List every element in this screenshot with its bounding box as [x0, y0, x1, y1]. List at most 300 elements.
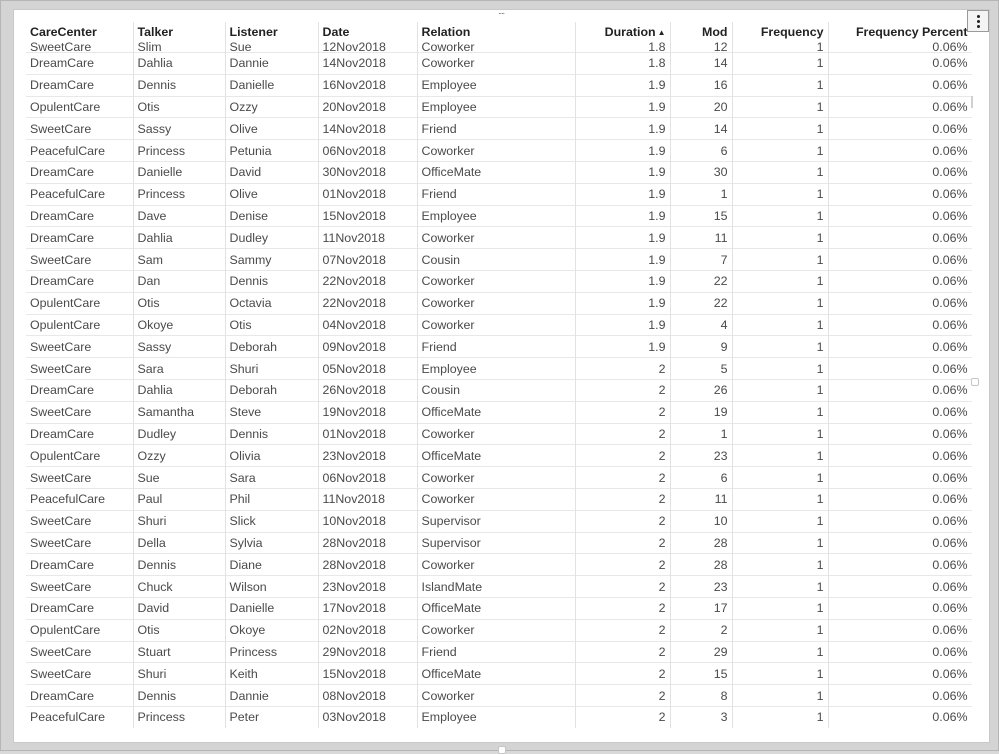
cell-mod: 2: [670, 619, 732, 641]
cell-frequency: 1: [732, 249, 828, 271]
table-row[interactable]: [26, 314, 972, 336]
cell-mod: 22: [670, 292, 732, 314]
cell-frequency-percent: 0.06%: [828, 205, 972, 227]
column-header-relation[interactable]: [417, 22, 575, 42]
cell-duration: 1.9: [575, 183, 670, 205]
cell-frequency-percent: 0.06%: [828, 510, 972, 532]
table-row[interactable]: [26, 685, 972, 707]
cell-relation: Coworker: [417, 140, 575, 162]
cell-frequency-percent: 0.06%: [828, 401, 972, 423]
table-row[interactable]: [26, 118, 972, 140]
cell-carecenter: SweetCare: [26, 641, 133, 663]
cell-listener: Sylvia: [225, 532, 318, 554]
cell-mod: 26: [670, 379, 732, 401]
cell-date: 30Nov2018: [318, 161, 417, 183]
column-header-frequency-percent[interactable]: [828, 22, 972, 42]
table-row[interactable]: [26, 358, 972, 380]
cell-frequency: 1: [732, 445, 828, 467]
cell-relation: Coworker: [417, 554, 575, 576]
column-header-label: CareCenter: [30, 25, 97, 39]
cell-talker: Dennis: [133, 74, 225, 96]
table-row[interactable]: [26, 445, 972, 467]
cell-talker: Shuri: [133, 510, 225, 532]
cell-talker: Otis: [133, 292, 225, 314]
cell-frequency-percent: 0.06%: [828, 53, 972, 75]
cell-duration: 1.9: [575, 96, 670, 118]
cell-listener: Danielle: [225, 597, 318, 619]
cell-talker: Okoye: [133, 314, 225, 336]
cell-date: 20Nov2018: [318, 96, 417, 118]
cell-duration: 1.9: [575, 249, 670, 271]
cell-date: 22Nov2018: [318, 270, 417, 292]
cell-duration: 1.9: [575, 140, 670, 162]
cell-frequency-percent: 0.06%: [828, 336, 972, 358]
cell-frequency-percent: 0.06%: [828, 270, 972, 292]
cell-duration: 1.9: [575, 314, 670, 336]
cell-frequency-percent: 0.06%: [828, 292, 972, 314]
cell-relation: Coworker: [417, 685, 575, 707]
cell-frequency: 1: [732, 706, 828, 727]
cell-duration: 1.9: [575, 161, 670, 183]
table-row[interactable]: [26, 270, 972, 292]
column-header-mod[interactable]: [670, 22, 732, 42]
cell-frequency-percent: 0.06%: [828, 685, 972, 707]
cell-listener: Steve: [225, 401, 318, 423]
data-table-container: [26, 22, 972, 742]
cell-listener: Otis: [225, 314, 318, 336]
table-row[interactable]: [26, 510, 972, 532]
cell-listener: Olive: [225, 183, 318, 205]
column-header-frequency[interactable]: [732, 22, 828, 42]
cell-mod: 1: [670, 423, 732, 445]
cell-carecenter: DreamCare: [26, 379, 133, 401]
cell-frequency-percent: 0.06%: [828, 641, 972, 663]
cell-mod: 7: [670, 249, 732, 271]
table-row[interactable]: [26, 488, 972, 510]
sort-ascending-icon: ▲: [657, 28, 666, 37]
cell-duration: 2: [575, 423, 670, 445]
cell-relation: Friend: [417, 336, 575, 358]
more-options-button[interactable]: [967, 10, 989, 32]
cell-frequency-percent: 0.06%: [828, 140, 972, 162]
cell-talker: Otis: [133, 619, 225, 641]
cell-mod: 3: [670, 706, 732, 727]
cell-duration: 2: [575, 706, 670, 727]
cell-frequency: 1: [732, 183, 828, 205]
cell-relation: Coworker: [417, 227, 575, 249]
cell-listener: Petunia: [225, 140, 318, 162]
cell-carecenter: OpulentCare: [26, 96, 133, 118]
table-row[interactable]: [26, 467, 972, 489]
cell-date: 23Nov2018: [318, 445, 417, 467]
cell-relation: Friend: [417, 183, 575, 205]
cell-carecenter: DreamCare: [26, 554, 133, 576]
cell-date: 05Nov2018: [318, 358, 417, 380]
cell-frequency: 1: [732, 554, 828, 576]
cell-relation: OfficeMate: [417, 161, 575, 183]
cell-frequency-percent: 0.06%: [828, 314, 972, 336]
cell-mod: 17: [670, 597, 732, 619]
cell-frequency-percent: 0.06%: [828, 423, 972, 445]
cell-duration: 1.8: [575, 42, 670, 53]
cell-frequency: 1: [732, 685, 828, 707]
cell-relation: Friend: [417, 641, 575, 663]
cell-listener: Dennis: [225, 423, 318, 445]
table-row[interactable]: [26, 706, 972, 727]
cell-carecenter: DreamCare: [26, 227, 133, 249]
cell-date: 06Nov2018: [318, 140, 417, 162]
cell-mod: 11: [670, 488, 732, 510]
cell-talker: Dudley: [133, 423, 225, 445]
column-header-label: Duration: [604, 25, 656, 39]
table-row[interactable]: [26, 401, 972, 423]
cell-relation: Coworker: [417, 467, 575, 489]
data-table: [26, 22, 972, 728]
cell-frequency-percent: 0.06%: [828, 42, 972, 53]
table-row[interactable]: [26, 74, 972, 96]
table-row[interactable]: [26, 249, 972, 271]
cell-date: 04Nov2018: [318, 314, 417, 336]
cell-frequency-percent: 0.06%: [828, 467, 972, 489]
cell-mod: 10: [670, 510, 732, 532]
cell-frequency-percent: 0.06%: [828, 358, 972, 380]
cell-carecenter: DreamCare: [26, 270, 133, 292]
cell-carecenter: SweetCare: [26, 576, 133, 598]
cell-talker: David: [133, 597, 225, 619]
cell-frequency: 1: [732, 663, 828, 685]
cell-relation: Coworker: [417, 619, 575, 641]
cell-duration: 2: [575, 663, 670, 685]
cell-relation: Coworker: [417, 53, 575, 75]
drag-handle-icon[interactable]: ∙∙∙∙: [497, 9, 504, 18]
cell-listener: Denise: [225, 205, 318, 227]
column-header-label: Mod: [702, 25, 728, 39]
cell-mod: 23: [670, 576, 732, 598]
cell-frequency-percent: 0.06%: [828, 706, 972, 727]
cell-date: 12Nov2018: [318, 42, 417, 53]
cell-frequency: 1: [732, 532, 828, 554]
cell-listener: Keith: [225, 663, 318, 685]
column-header-date[interactable]: [318, 22, 417, 42]
cell-relation: Cousin: [417, 249, 575, 271]
cell-mod: 9: [670, 336, 732, 358]
cell-talker: Ozzy: [133, 445, 225, 467]
cell-duration: 2: [575, 510, 670, 532]
cell-listener: Wilson: [225, 576, 318, 598]
cell-talker: Dahlia: [133, 227, 225, 249]
resize-handle-right[interactable]: [971, 378, 979, 386]
cell-duration: 2: [575, 619, 670, 641]
table-row[interactable]: [26, 663, 972, 685]
cell-mod: 11: [670, 227, 732, 249]
cell-date: 03Nov2018: [318, 706, 417, 727]
cell-talker: Dennis: [133, 685, 225, 707]
table-row[interactable]: [26, 205, 972, 227]
cell-frequency: 1: [732, 423, 828, 445]
cell-talker: Samantha: [133, 401, 225, 423]
column-header-duration[interactable]: [575, 22, 670, 42]
cell-relation: Employee: [417, 358, 575, 380]
cell-date: 16Nov2018: [318, 74, 417, 96]
cell-frequency: 1: [732, 619, 828, 641]
cell-listener: Olivia: [225, 445, 318, 467]
cell-frequency-percent: 0.06%: [828, 379, 972, 401]
cell-listener: Dudley: [225, 227, 318, 249]
cell-relation: Employee: [417, 205, 575, 227]
table-row[interactable]: [26, 379, 972, 401]
cell-carecenter: PeacefulCare: [26, 706, 133, 727]
cell-relation: Supervisor: [417, 510, 575, 532]
cell-date: 07Nov2018: [318, 249, 417, 271]
cell-relation: IslandMate: [417, 576, 575, 598]
cell-date: 28Nov2018: [318, 532, 417, 554]
cell-mod: 14: [670, 118, 732, 140]
cell-carecenter: DreamCare: [26, 423, 133, 445]
cell-talker: Princess: [133, 140, 225, 162]
cell-frequency: 1: [732, 467, 828, 489]
cell-carecenter: DreamCare: [26, 597, 133, 619]
vertical-scrollbar[interactable]: [971, 96, 973, 108]
cell-frequency-percent: 0.06%: [828, 576, 972, 598]
cell-frequency: 1: [732, 641, 828, 663]
cell-listener: Olive: [225, 118, 318, 140]
cell-mod: 22: [670, 270, 732, 292]
cell-frequency: 1: [732, 161, 828, 183]
column-header-label: Listener: [229, 25, 278, 39]
cell-mod: 29: [670, 641, 732, 663]
cell-frequency: 1: [732, 597, 828, 619]
cell-frequency-percent: 0.06%: [828, 74, 972, 96]
cell-carecenter: DreamCare: [26, 53, 133, 75]
cell-duration: 2: [575, 641, 670, 663]
cell-talker: Dahlia: [133, 379, 225, 401]
cell-talker: Dennis: [133, 554, 225, 576]
cell-talker: Princess: [133, 706, 225, 727]
cell-mod: 14: [670, 53, 732, 75]
cell-frequency: 1: [732, 140, 828, 162]
cell-date: 11Nov2018: [318, 488, 417, 510]
cell-relation: OfficeMate: [417, 401, 575, 423]
cell-duration: 2: [575, 379, 670, 401]
cell-relation: Coworker: [417, 270, 575, 292]
cell-listener: Deborah: [225, 379, 318, 401]
column-header-label: Frequency: [760, 25, 824, 39]
table-row[interactable]: [26, 619, 972, 641]
cell-mod: 16: [670, 74, 732, 96]
cell-listener: Shuri: [225, 358, 318, 380]
column-header-label: Relation: [421, 25, 471, 39]
cell-listener: Peter: [225, 706, 318, 727]
cell-date: 08Nov2018: [318, 685, 417, 707]
cell-carecenter: SweetCare: [26, 249, 133, 271]
cell-listener: Ozzy: [225, 96, 318, 118]
cell-relation: Coworker: [417, 314, 575, 336]
cell-frequency: 1: [732, 227, 828, 249]
table-row[interactable]: [26, 532, 972, 554]
cell-carecenter: PeacefulCare: [26, 183, 133, 205]
cell-frequency: 1: [732, 510, 828, 532]
resize-handle-bottom[interactable]: [498, 746, 506, 754]
cell-talker: Princess: [133, 183, 225, 205]
cell-duration: 1.9: [575, 270, 670, 292]
cell-talker: Dan: [133, 270, 225, 292]
table-row[interactable]: [26, 597, 972, 619]
cell-mod: 19: [670, 401, 732, 423]
cell-frequency-percent: 0.06%: [828, 488, 972, 510]
cell-duration: 1.9: [575, 118, 670, 140]
cell-mod: 30: [670, 161, 732, 183]
cell-talker: Stuart: [133, 641, 225, 663]
cell-listener: Sammy: [225, 249, 318, 271]
cell-frequency: 1: [732, 118, 828, 140]
cell-date: 22Nov2018: [318, 292, 417, 314]
cell-frequency-percent: 0.06%: [828, 619, 972, 641]
cell-talker: Shuri: [133, 663, 225, 685]
cell-talker: Sue: [133, 467, 225, 489]
cell-carecenter: DreamCare: [26, 205, 133, 227]
cell-relation: OfficeMate: [417, 597, 575, 619]
table-header-row: [26, 22, 972, 42]
cell-talker: Danielle: [133, 161, 225, 183]
cell-date: 15Nov2018: [318, 663, 417, 685]
table-row[interactable]: [26, 140, 972, 162]
cell-carecenter: SweetCare: [26, 118, 133, 140]
cell-talker: Dave: [133, 205, 225, 227]
cell-relation: Coworker: [417, 292, 575, 314]
cell-duration: 2: [575, 532, 670, 554]
cell-frequency-percent: 0.06%: [828, 445, 972, 467]
cell-frequency: 1: [732, 205, 828, 227]
cell-duration: 2: [575, 401, 670, 423]
cell-duration: 2: [575, 445, 670, 467]
column-header-carecenter[interactable]: [26, 22, 133, 42]
cell-duration: 1.9: [575, 336, 670, 358]
cell-carecenter: OpulentCare: [26, 292, 133, 314]
cell-listener: Deborah: [225, 336, 318, 358]
table-panel: [13, 9, 990, 743]
cell-talker: Otis: [133, 96, 225, 118]
cell-frequency: 1: [732, 292, 828, 314]
cell-talker: Slim: [133, 42, 225, 53]
cell-mod: 6: [670, 140, 732, 162]
table-body: [26, 42, 972, 728]
cell-relation: Supervisor: [417, 532, 575, 554]
table-row[interactable]: [26, 161, 972, 183]
cell-talker: Dahlia: [133, 53, 225, 75]
table-row[interactable]: [26, 42, 972, 53]
cell-duration: 2: [575, 488, 670, 510]
cell-frequency-percent: 0.06%: [828, 663, 972, 685]
cell-listener: Phil: [225, 488, 318, 510]
cell-listener: David: [225, 161, 318, 183]
column-header-listener[interactable]: [225, 22, 318, 42]
cell-frequency: 1: [732, 576, 828, 598]
cell-date: 01Nov2018: [318, 423, 417, 445]
cell-duration: 2: [575, 597, 670, 619]
cell-carecenter: SweetCare: [26, 467, 133, 489]
cell-relation: OfficeMate: [417, 663, 575, 685]
cell-listener: Octavia: [225, 292, 318, 314]
cell-mod: 5: [670, 358, 732, 380]
cell-frequency: 1: [732, 96, 828, 118]
cell-duration: 2: [575, 554, 670, 576]
cell-date: 02Nov2018: [318, 619, 417, 641]
cell-date: 10Nov2018: [318, 510, 417, 532]
cell-listener: Dannie: [225, 685, 318, 707]
vertical-ellipsis-icon: [977, 15, 980, 28]
cell-frequency-percent: 0.06%: [828, 161, 972, 183]
cell-carecenter: SweetCare: [26, 358, 133, 380]
cell-date: 26Nov2018: [318, 379, 417, 401]
cell-duration: 2: [575, 685, 670, 707]
cell-relation: Coworker: [417, 42, 575, 53]
cell-frequency: 1: [732, 314, 828, 336]
cell-carecenter: SweetCare: [26, 532, 133, 554]
column-header-talker[interactable]: [133, 22, 225, 42]
table-row[interactable]: [26, 641, 972, 663]
cell-listener: Dannie: [225, 53, 318, 75]
cell-date: 06Nov2018: [318, 467, 417, 489]
table-row[interactable]: [26, 576, 972, 598]
cell-duration: 1.8: [575, 53, 670, 75]
table-row[interactable]: [26, 96, 972, 118]
cell-frequency-percent: 0.06%: [828, 532, 972, 554]
cell-frequency: 1: [732, 379, 828, 401]
table-row[interactable]: [26, 292, 972, 314]
cell-duration: 1.9: [575, 205, 670, 227]
cell-frequency-percent: 0.06%: [828, 96, 972, 118]
cell-mod: 6: [670, 467, 732, 489]
cell-frequency: 1: [732, 270, 828, 292]
cell-relation: Employee: [417, 74, 575, 96]
cell-frequency: 1: [732, 488, 828, 510]
cell-talker: Paul: [133, 488, 225, 510]
cell-mod: 4: [670, 314, 732, 336]
table-row[interactable]: [26, 183, 972, 205]
cell-date: 14Nov2018: [318, 53, 417, 75]
table-row[interactable]: [26, 53, 972, 75]
cell-frequency: 1: [732, 401, 828, 423]
cell-mod: 15: [670, 205, 732, 227]
cell-mod: 15: [670, 663, 732, 685]
cell-frequency: 1: [732, 358, 828, 380]
cell-listener: Princess: [225, 641, 318, 663]
column-header-label: Date: [322, 25, 350, 39]
cell-talker: Sara: [133, 358, 225, 380]
cell-relation: OfficeMate: [417, 445, 575, 467]
cell-carecenter: SweetCare: [26, 663, 133, 685]
table-row[interactable]: [26, 227, 972, 249]
cell-listener: Slick: [225, 510, 318, 532]
cell-carecenter: OpulentCare: [26, 314, 133, 336]
cell-date: 15Nov2018: [318, 205, 417, 227]
cell-mod: 28: [670, 532, 732, 554]
cell-date: 01Nov2018: [318, 183, 417, 205]
cell-frequency: 1: [732, 53, 828, 75]
cell-listener: Sara: [225, 467, 318, 489]
cell-frequency-percent: 0.06%: [828, 249, 972, 271]
cell-mod: 20: [670, 96, 732, 118]
cell-date: 23Nov2018: [318, 576, 417, 598]
table-row[interactable]: [26, 554, 972, 576]
cell-carecenter: PeacefulCare: [26, 488, 133, 510]
table-row[interactable]: [26, 336, 972, 358]
cell-duration: 1.9: [575, 227, 670, 249]
cell-listener: Sue: [225, 42, 318, 53]
cell-carecenter: SweetCare: [26, 510, 133, 532]
table-row[interactable]: [26, 423, 972, 445]
cell-duration: 1.9: [575, 74, 670, 96]
